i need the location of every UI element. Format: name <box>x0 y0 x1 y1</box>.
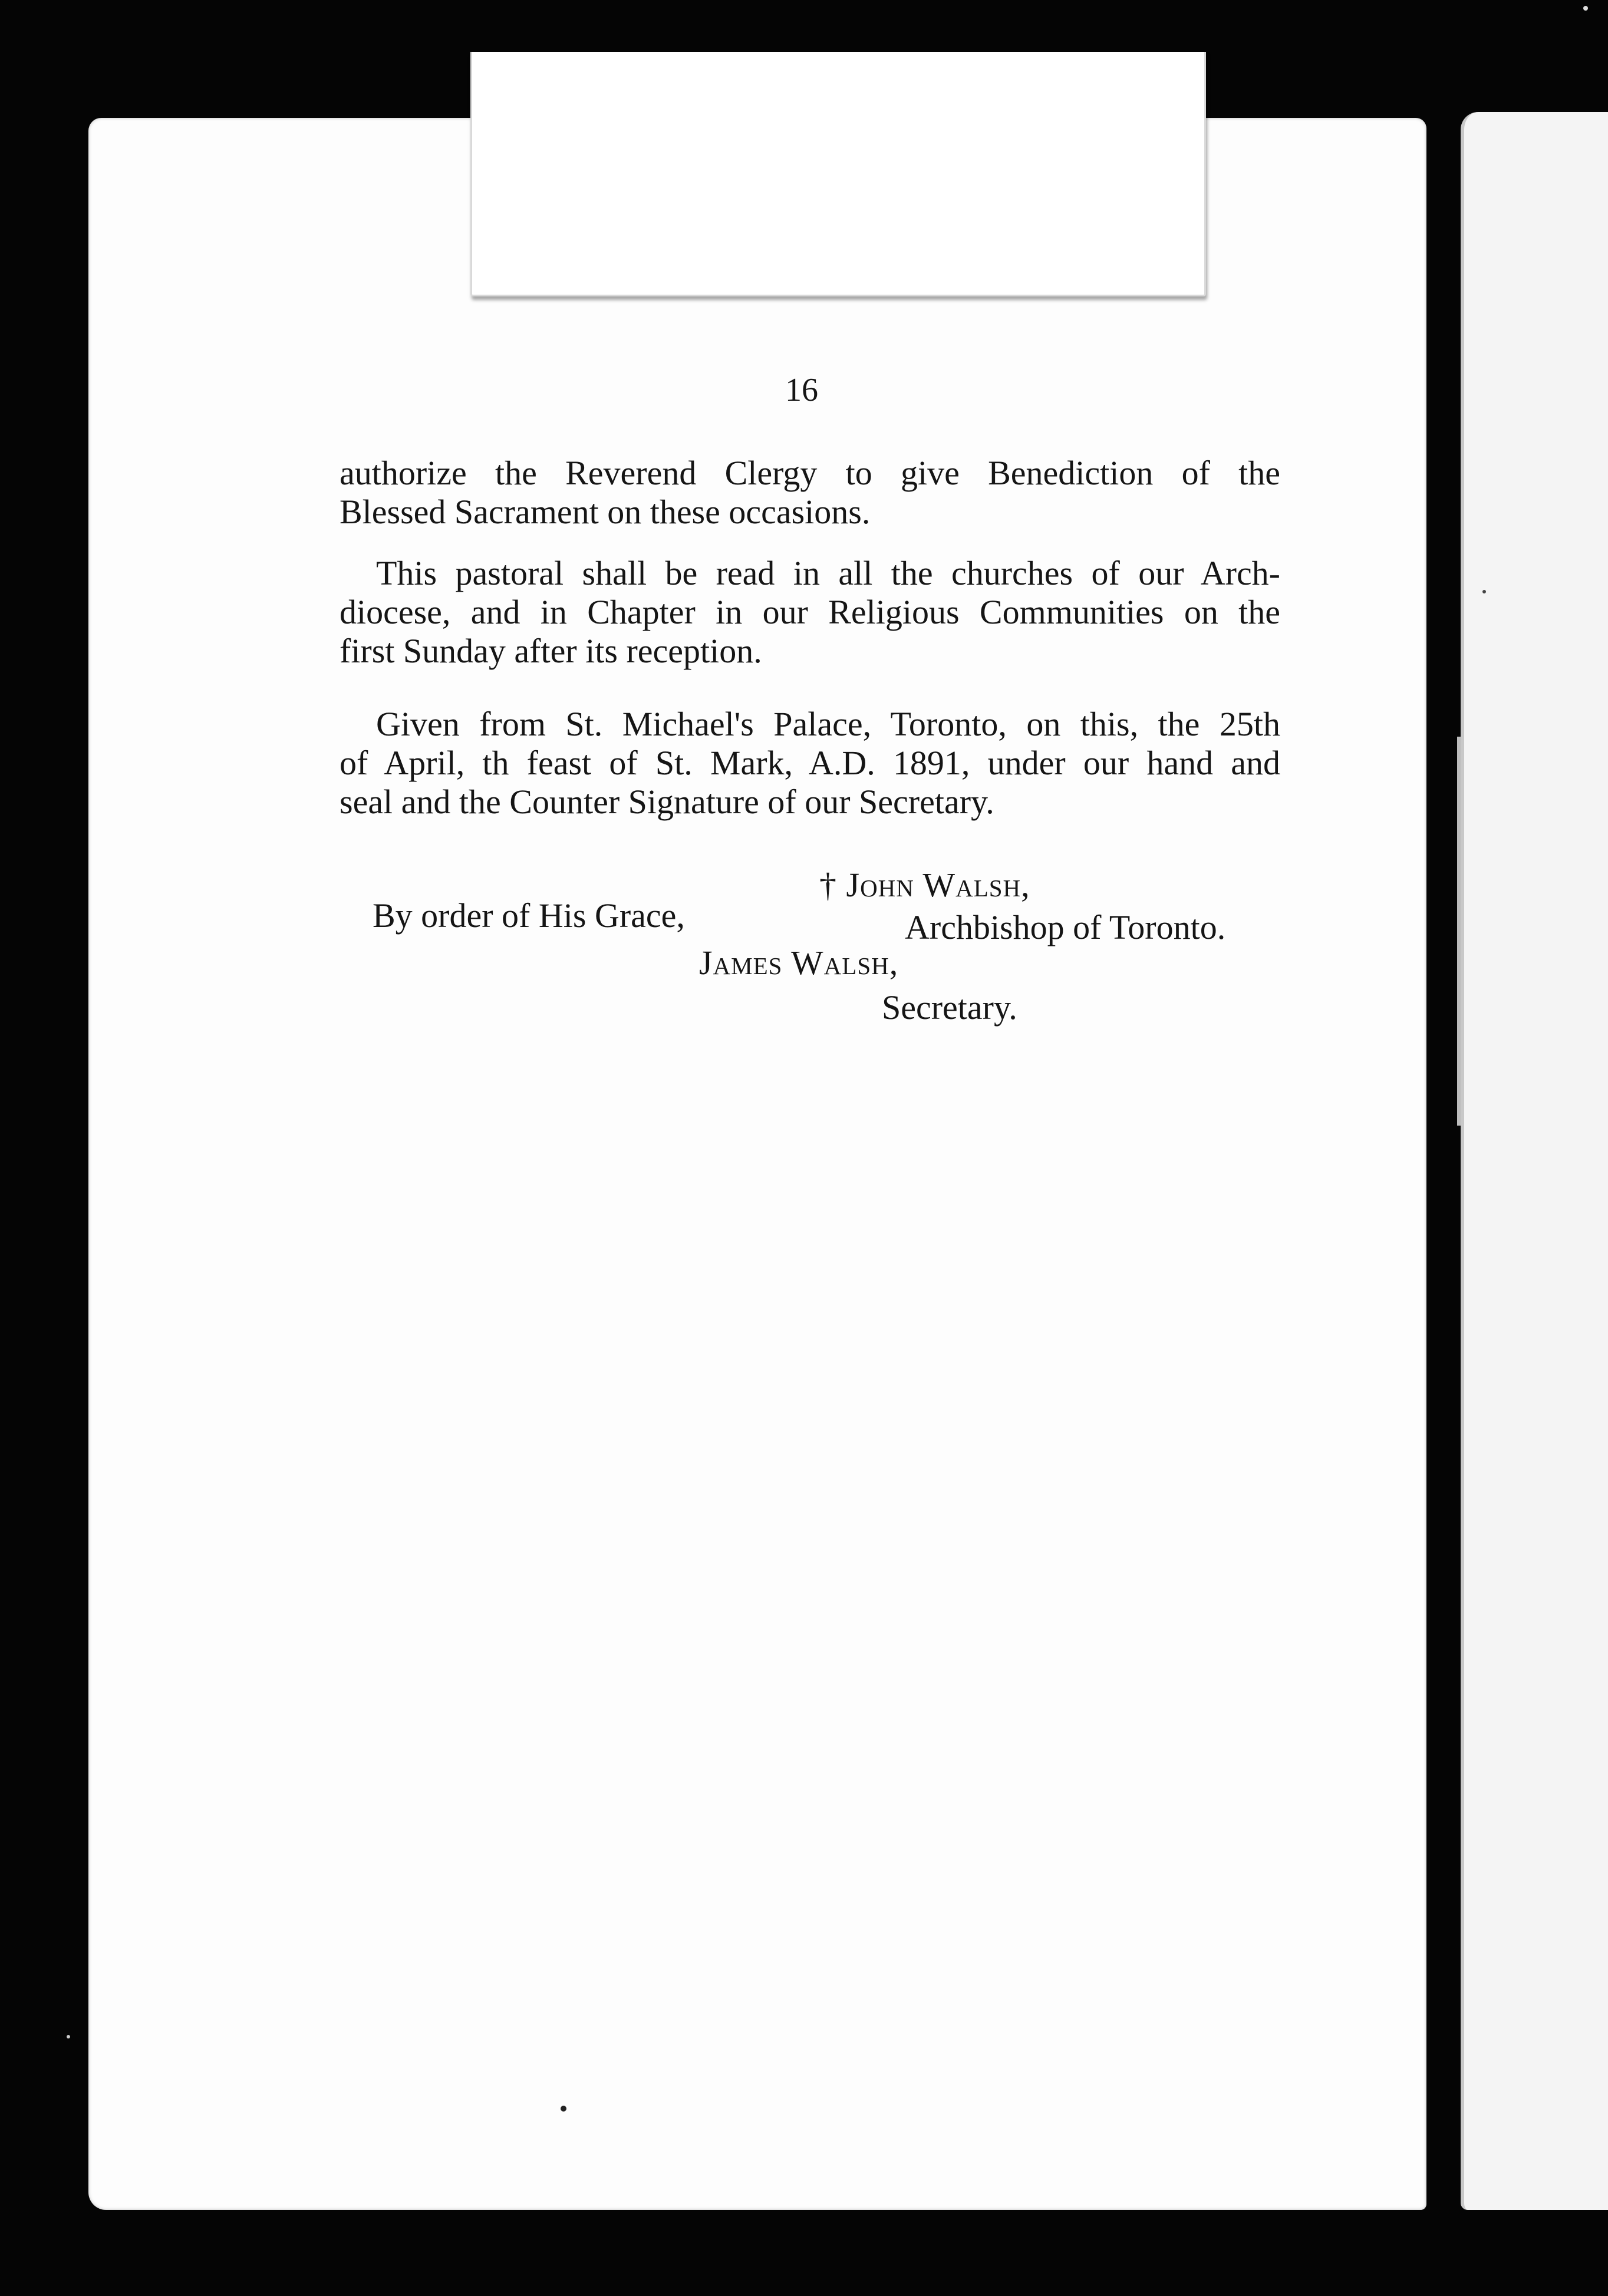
paragraph-line: This pastoral shall be read in all the churches of our Arch- <box>376 554 1280 592</box>
secretary-title: Secretary. <box>882 988 1017 1027</box>
paragraph-line: Blessed Sacrament on these occasions. <box>340 493 871 531</box>
paragraph-line: first Sunday after its reception. <box>340 632 762 670</box>
page-number: 16 <box>785 372 818 408</box>
paragraph-line: of April, th feast of St. Mark, A.D. 1891, under our hand and <box>340 744 1280 782</box>
secretary-name: James Walsh, <box>699 944 899 982</box>
order-note: By order of His Grace, <box>373 896 685 935</box>
paragraph-line: authorize the Reverend Clergy to give Benediction of the <box>340 454 1280 492</box>
signatory-name: † John Walsh, <box>819 866 1030 904</box>
paragraph-line: seal and the Counter Signature of our Secretary. <box>340 783 994 821</box>
signatory-title: Archbishop of Toronto. <box>905 908 1226 946</box>
paragraph-line: diocese, and in Chapter in our Religious Communities on the <box>340 593 1280 631</box>
paragraph-line: Given from St. Michael's Palace, Toronto, on this, the 25th <box>376 705 1280 743</box>
